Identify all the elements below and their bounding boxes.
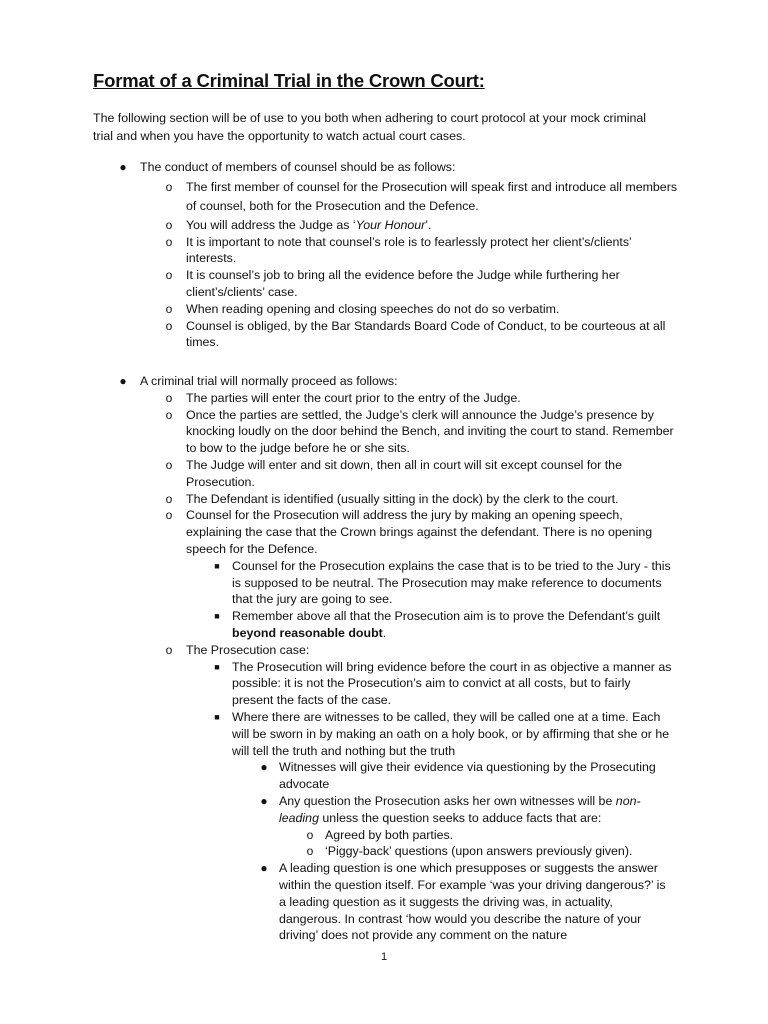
list-item: o You will address the Judge as ‘Your Honour’. <box>186 217 678 234</box>
circle-bullet-icon: o <box>165 491 173 506</box>
page-number: 1 <box>380 951 388 963</box>
section-trial-procedure <box>0 373 700 944</box>
list-item: o The Defendant is identified (usually sitting in the dock) by the clerk to the court. <box>186 491 678 508</box>
list-item: ● Any question the Prosecution asks her own witnesses will be non-leading unless the question seeks to adduce facts that are: <box>279 793 674 827</box>
list-item: o The first member of counsel for the Prosecution will speak first and introduce all members of counsel, both for the Prosecution and the Defence. <box>186 178 678 217</box>
bullet-icon: ● <box>119 374 127 388</box>
section-conduct <box>0 159 700 351</box>
list-item: o Once the parties are settled, the Judge’s clerk will announce the Judge’s presence by knocking loudly on the door behind the Bench, and inviting the court to stand. Remember to bow to the judge before he or she sits. <box>186 407 678 457</box>
circle-bullet-icon: o <box>165 390 173 405</box>
list-item: o It is counsel’s job to bring all the evidence before the Judge while furthering her client’s/clients’ case. <box>186 267 678 301</box>
bullet-icon: ● <box>260 760 268 775</box>
list-item: o When reading opening and closing speeches do not do so verbatim. <box>186 301 678 318</box>
page-title: Format of a Criminal Trial in the Crown Court: <box>93 70 485 91</box>
list-item: ● A criminal trial will normally proceed as follows: <box>140 373 700 390</box>
bullet-icon: ● <box>260 793 268 808</box>
circle-bullet-icon: o <box>165 457 173 472</box>
circle-bullet-icon: o <box>165 179 173 194</box>
list-item: o Counsel is obliged, by the Bar Standards Board Code of Conduct, to be courteous at all times. <box>186 318 678 352</box>
list-item: o It is important to note that counsel’s role is to fearlessly protect her client’s/clients’ interests. <box>186 234 678 268</box>
bullet-icon: ● <box>260 861 268 876</box>
list-item: ● A leading question is one which presupposes or suggests the answer within the question itself. For example ‘was your driving dangerous?’ is a leading question as it suggests the driving was, in actuality, dangerous. In contrast ‘how would you describe the nature of your driving’ does not provide any comment on the nature <box>279 860 674 944</box>
list-item: o The Prosecution case: <box>186 642 678 659</box>
list-item: o The parties will enter the court prior to the entry of the Judge. <box>186 390 678 407</box>
circle-bullet-icon: o <box>165 234 173 249</box>
list-item: ● Witnesses will give their evidence via questioning by the Prosecuting advocate <box>279 759 674 793</box>
circle-bullet-icon: o <box>165 318 173 333</box>
circle-bullet-icon: o <box>165 407 173 422</box>
square-bullet-icon: ■ <box>214 661 220 672</box>
list-item: ■ Where there are witnesses to be called, they will be called one at a time. Each will be sworn in by making an oath on a holy book, or by affirming that she or he will tell the truth and nothing but the truth <box>232 709 672 759</box>
circle-bullet-icon: o <box>165 301 173 316</box>
circle-bullet-icon: o <box>165 217 173 232</box>
list-item: ■ Remember above all that the Prosecution aim is to prove the Defendant’s guilt beyond reasonable doubt. <box>232 608 672 642</box>
list-item: o ‘Piggy-back’ questions (upon answers previously given). <box>325 843 665 860</box>
list-item: o Counsel for the Prosecution will address the jury by making an opening speech, explaining the case that the Crown brings against the defendant. There is no opening speech for the Defence. <box>186 507 678 557</box>
circle-bullet-icon: o <box>165 508 173 523</box>
circle-bullet-icon: o <box>306 827 314 842</box>
list-item: ● The conduct of members of counsel should be as follows: <box>140 159 700 176</box>
bullet-icon: ● <box>119 160 127 174</box>
square-bullet-icon: ■ <box>214 611 220 622</box>
square-bullet-icon: ■ <box>214 560 220 571</box>
square-bullet-icon: ■ <box>214 711 220 722</box>
circle-bullet-icon: o <box>165 642 173 657</box>
list-item: o Agreed by both parties. <box>325 827 665 844</box>
list-item: ■ Counsel for the Prosecution explains the case that is to be tried to the Jury - this is supposed to be neutral. The Prosecution may make reference to documents that the jury are going to see. <box>232 558 672 608</box>
intro-paragraph: The following section will be of use to you both when adhering to court protocol at your mock criminal trial and when you have the opportunity to watch actual court cases. <box>93 111 647 143</box>
list-item: o The Judge will enter and sit down, then all in court will sit except counsel for the Prosecution. <box>186 457 678 491</box>
circle-bullet-icon: o <box>306 844 314 859</box>
list-item: ■ The Prosecution will bring evidence before the court in as objective a manner as possible: it is not the Prosecution’s aim to convict at all costs, but to fairly present the facts of the case. <box>232 659 672 709</box>
circle-bullet-icon: o <box>165 268 173 283</box>
